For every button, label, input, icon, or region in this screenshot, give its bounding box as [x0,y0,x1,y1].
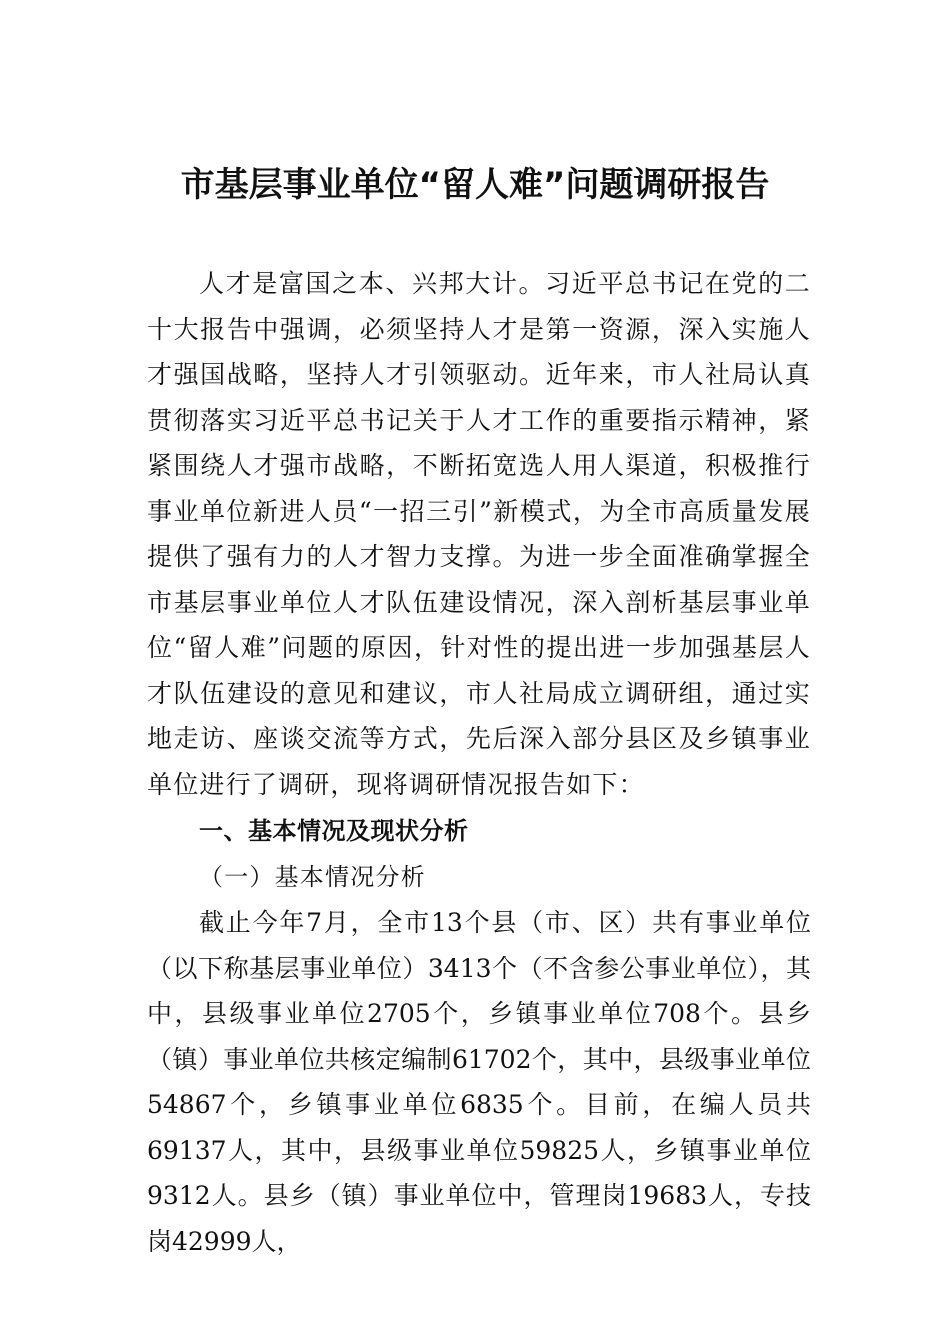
intro-paragraph: 人才是富国之本、兴邦大计。习近平总书记在党的二十大报告中强调，必须坚持人才是第一资源，深入实施人才强国战略，坚持人才引领驱动。近年来，市人社局认真贯彻落实习近平总书记关于人才工作的重要指示精神，紧紧围绕人才强市战略，不断拓宽选人用人渠道，积极推行事业单位新进人员“一招三引”新模式，为全市高质量发展提供了强有力的人才智力支撑。为进一步全面准确掌握全市基层事业单位人才队伍建设情况，深入剖析基层事业单位“留人难”问题的原因，针对性的提出进一步加强基层人才队伍建设的意见和建议，市人社局成立调研组，通过实地走访、座谈交流等方式，先后深入部分县区及乡镇事业单位进行了调研，现将调研情况报告如下： [147,269,811,799]
section-heading: 一、基本情况及现状分析 [199,817,469,845]
document-body [147,261,811,1264]
document-title: 市基层事业单位“留人难”问题调研报告 [180,165,770,205]
subsection-heading: （一）基本情况分析 [199,862,426,891]
statistics-paragraph: 截止今年7月，全市13个县（市、区）共有事业单位（以下称基层事业单位）3413个（不含参公事业单位），其中，县级事业单位2705个，乡镇事业单位708个。县乡（镇）事业单位共核定编制61702个，其中，县级事业单位54867个，乡镇事业单位6835个。目前，在编人员共69137人，其中，县级事业单位59825人，乡镇事业单位9312人。县乡（镇）事业单位中，管理岗19683人，专技岗42999人， [147,908,811,1256]
